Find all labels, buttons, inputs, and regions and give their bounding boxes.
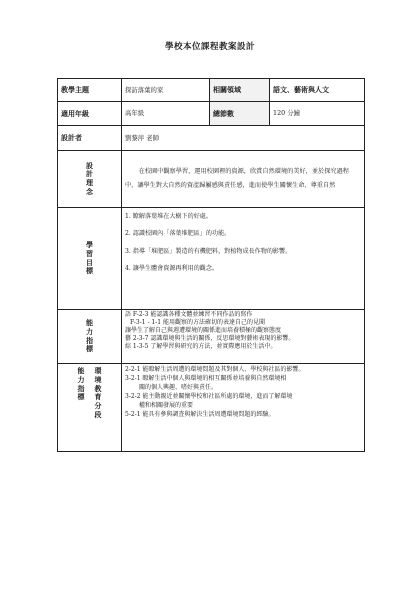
environment-label: 能 力 指 標 環 境 教 育 分 段	[58, 364, 122, 452]
list-item: F-3-1 - 1-1 能用觀察的方法確切的表達自己的見聞	[130, 319, 265, 327]
grade-label: 適用年級	[58, 102, 122, 126]
list-item: 藝 2-3-7 認識環境與生活的關係，反思環境對藝術表現的影響。	[125, 335, 295, 343]
environment-row	[58, 364, 365, 452]
list-item: 2. 認識校園內「落葉堆肥區」的功能。	[125, 230, 231, 238]
competency-row	[58, 310, 365, 364]
theme-value: 探訪落葉的家	[122, 79, 210, 102]
list-item: 5-2-1 能具有參與調查與解決生活周遭環境問題的經驗。	[125, 411, 275, 418]
list-item: 語 F-2-3 能認識各種文體並練習不同作品的寫作	[125, 311, 253, 318]
competency-list	[122, 310, 365, 364]
list-item-continuation: 關的個人興趣、嗜好與責任。	[139, 384, 218, 391]
objectives-row	[58, 208, 365, 310]
objectives-label: 學 習 目 標	[58, 208, 122, 310]
page-title: 學校本位課程教案設計	[164, 42, 255, 52]
list-item-continuation: 權和相關發展的重要	[139, 402, 194, 409]
grade-value: 高年級	[122, 102, 210, 126]
objectives-list	[122, 208, 365, 310]
concept-label: 設 計 理 念	[58, 151, 122, 208]
environment-list	[122, 364, 365, 452]
periods-label: 總節數	[210, 102, 270, 126]
list-item: 2-2-1 能瞭解生活周遭的環境問題及其對個人、學校與社區的影響。	[125, 366, 305, 373]
list-item: 讓學生了解自己與週遭環境的關係進而培養積極的觀察態度	[125, 327, 282, 335]
domain-value: 語文、藝術與人文	[270, 79, 365, 102]
theme-label: 教學主題	[58, 79, 122, 102]
periods-value: 120 分鐘	[270, 102, 365, 126]
designer-value: 劉黎萍 老師	[122, 126, 365, 151]
list-item: 綜 1-3-5 了解學習與研究的方法，並實際應用於生活中。	[125, 343, 277, 351]
concept-row	[58, 151, 365, 208]
list-item: 3-2-1 瞭解生活中個人與環境的相互關係並培養與自然環境相	[125, 375, 287, 382]
list-item: 3. 指導「堆肥區」製造的有機肥料，對植物成長作物的影響。	[125, 247, 292, 255]
designer-label: 設計者	[58, 126, 122, 151]
theme-row	[58, 79, 365, 102]
designer-row	[58, 126, 365, 151]
domain-label: 相關領域	[210, 79, 270, 102]
list-item: 1. 瞭解落葉堆在大樹下的好處。	[125, 213, 212, 220]
competency-label: 能 力 指 標	[58, 310, 122, 364]
list-item: 3-2-2 能主動親近並關懷學校和社區所處的環境，進而了解環境	[125, 393, 293, 400]
concept-text: 在校園中觀察學習，運用校園裡的資源，欣賞自然環境的美好，並於探究過程中，讓學生對大自然的資產歸屬感與責任感，進而使學生關懷生命、尊重自然	[122, 151, 365, 208]
grade-row	[58, 102, 365, 126]
lesson-plan-table	[57, 78, 365, 452]
list-item: 4. 讓學生體會資源再利用的觀念。	[125, 265, 219, 273]
